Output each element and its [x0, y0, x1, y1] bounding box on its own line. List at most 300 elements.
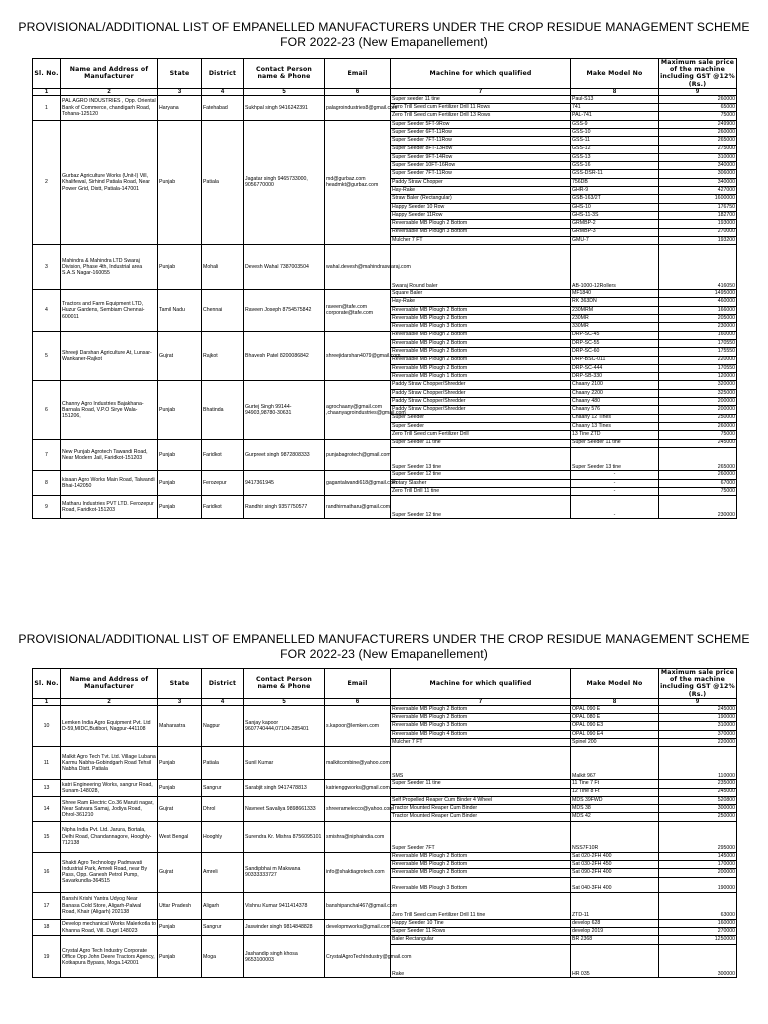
sale-price: 1600000: [659, 195, 737, 203]
contact-person: Bhavesh Patel 8200086842: [244, 331, 325, 381]
manufacturer-email: agrochaany@gmail.com ,chaanyagroindustries@gmail.com: [325, 381, 391, 439]
machine-name: Reversable MB Plough 2 Bottom: [391, 869, 571, 877]
manufacturer-name-address: Shree Ram Electric Co.36 Maruti nagar, Near Satvara Samaj, Jodiya Road, Dhrol-361210: [61, 796, 158, 821]
model-number: DRP-BSC-011: [571, 356, 659, 364]
manufacturer-state: Punjab: [158, 439, 202, 471]
manufacturer-district: Mohali: [202, 245, 244, 290]
document-title-line-2: FOR 2022-23 (New Emapanellement): [280, 647, 488, 661]
serial-number: 4: [33, 290, 61, 331]
model-number: MDS 38: [571, 805, 659, 813]
manufacturer-state: Haryana: [158, 95, 202, 120]
manufacturer-email: md@gurbaz.com headmkt@gurbaz.com: [325, 120, 391, 244]
sale-price: 65000: [659, 104, 737, 112]
manufacturer-district: Bhatinda: [202, 381, 244, 439]
model-number: Super Seeder 11 tine: [571, 439, 659, 447]
model-number: Spinel 200: [571, 739, 659, 747]
table-body-page-2: [33, 705, 737, 978]
model-number: GHS-10: [571, 203, 659, 211]
manufacturer-district: Dhrol: [202, 796, 244, 821]
manufacturer-district: Rajkot: [202, 331, 244, 381]
machine-name: Baler Rectangular: [391, 936, 571, 944]
manufacturer-email: info@shaktiagrotech.com: [325, 852, 391, 892]
model-number: GSS-16: [571, 162, 659, 170]
table-header-row: [33, 59, 737, 89]
machine-name: Reversable MB Plough 2 Bottom: [391, 861, 571, 869]
sale-price: 245000: [659, 705, 737, 713]
serial-number: 1: [33, 95, 61, 120]
machine-name: Reversable MB Plough 4 Bottom: [391, 730, 571, 738]
sale-price: 340000: [659, 162, 737, 170]
table-row: [33, 95, 737, 103]
machine-name: Hay-Rake: [391, 187, 571, 195]
model-number: AB-1000-12Rollers: [571, 245, 659, 290]
sale-price: 260000: [659, 422, 737, 430]
table-row: [33, 919, 737, 927]
sale-price: 145000: [659, 852, 737, 860]
manufacturer-email: katrienggworks@gmail.com: [325, 780, 391, 797]
sale-price: 67000: [659, 479, 737, 487]
manufacturer-state: Punjab: [158, 471, 202, 496]
machine-name: Mulcher 7 FT: [391, 739, 571, 747]
model-number: Chaany 576: [571, 406, 659, 414]
manufacturer-name-address: New Punjab Agrotech Tawandi Road, Near Modern Jail, Faridkot-151203: [61, 439, 158, 471]
manufacturer-name-address: kisaan Agro Works Main Road, Talwandi Bhai-142050: [61, 471, 158, 496]
sale-price: 300000: [659, 944, 737, 978]
column-number: 9: [659, 698, 737, 705]
machine-name: Swaraj Round baler: [391, 245, 571, 290]
manufacturer-district: Fatehabad: [202, 95, 244, 120]
sale-price: 230000: [659, 496, 737, 519]
table-row: [33, 821, 737, 852]
column-number-row: [33, 698, 737, 705]
contact-person: Navneet Savaliya 9898661333: [244, 796, 325, 821]
sale-price: 416050: [659, 245, 737, 290]
column-number: 6: [325, 88, 391, 95]
machine-name: Tractor Mounted Reaper Cum Binder: [391, 805, 571, 813]
manufacturer-email: CrystalAgroTechIndustry@gmail.com: [325, 936, 391, 978]
sale-price: 306000: [659, 170, 737, 178]
machine-name: Super Seeder 12 tine: [391, 496, 571, 519]
model-number: GHR-9: [571, 187, 659, 195]
manufacturer-email: banshipanchal467@gmail.com: [325, 892, 391, 919]
header-machine: Machine for which qualified: [391, 59, 571, 89]
sale-price: 1495000: [659, 290, 737, 298]
sale-price: 250000: [659, 813, 737, 821]
header-email: Email: [325, 59, 391, 89]
model-number: GSB-163/2T: [571, 195, 659, 203]
contact-person: Jaswinder singh 9814848828: [244, 919, 325, 936]
manufacturer-state: Punjab: [158, 780, 202, 797]
manufacturer-name-address: Lemken India Agro Equipment Pvt. Ltd D-59,MIDC,Butibori, Nagpur-441108: [61, 705, 158, 746]
machine-name: Rotary Slasher: [391, 479, 571, 487]
serial-number: 2: [33, 120, 61, 244]
column-number: 6: [325, 698, 391, 705]
model-number: Chaany 12 Tines: [571, 414, 659, 422]
sale-price: 460000: [659, 298, 737, 306]
model-number: Sat 030-2FH 450: [571, 861, 659, 869]
sale-price: 310000: [659, 722, 737, 730]
machine-name: Super Seeder 6FT-11Row: [391, 129, 571, 137]
machine-name: Reversable MB Plough 2 Bottom: [391, 364, 571, 372]
serial-number: 18: [33, 919, 61, 936]
model-number: DRP-SC-444: [571, 364, 659, 372]
model-number: Paul-S13: [571, 95, 659, 103]
table-row: [33, 936, 737, 944]
machine-name: Reversable MB Plough 2 Bottom: [391, 714, 571, 722]
sale-price: 249900: [659, 120, 737, 128]
machine-name: Super Seeder 11 Rows: [391, 928, 571, 936]
column-number: 4: [202, 698, 244, 705]
machine-name: Super Seeder 12 tine: [391, 471, 571, 479]
column-number: 2: [61, 88, 158, 95]
machine-name: Reversable MB Plough 2 Bottom: [391, 348, 571, 356]
manufacturer-name-address: Crystal Agro Tech Industry Corporate Office Opp John Deere Tractors Agency, Kotkapura Bypass, Moga.142001: [61, 936, 158, 978]
column-number: 8: [571, 88, 659, 95]
sale-price: 160000: [659, 331, 737, 339]
serial-number: 14: [33, 796, 61, 821]
table-row: [33, 120, 737, 128]
model-number: 230MR: [571, 315, 659, 323]
machine-name: Super Seeder 7FT: [391, 821, 571, 852]
sale-price: 63000: [659, 892, 737, 919]
model-number: Super Seeder 13 tine: [571, 447, 659, 471]
model-number: OPAL 090 E3: [571, 722, 659, 730]
model-number: OPAL 090 E: [571, 705, 659, 713]
contact-person: Raveen Joseph 8754575842: [244, 290, 325, 331]
machine-name: Reversable MB Plough 2 Bottom: [391, 339, 571, 347]
model-number: GSS-13: [571, 153, 659, 161]
sale-price: 193200: [659, 236, 737, 244]
model-number: DRP-SB-330: [571, 373, 659, 381]
header-district: District: [202, 59, 244, 89]
machine-name: Paddy Straw Chopper/Shredder: [391, 398, 571, 406]
model-number: Chaany 480: [571, 398, 659, 406]
document-title-line-1: PROVISIONAL/ADDITIONAL LIST OF EMPANELLED MANUFACTURERS UNDER THE CROP RESIDUE MANAGEMENT SCHEME: [18, 20, 750, 34]
table-body-page-1: [33, 95, 737, 519]
machine-name: Reversable MB Plough 3 Bottom: [391, 877, 571, 892]
manufacturer-name-address: Malkit Agro Tech Tvt. Ltd. Village Lubana Karmu Nabha-Gobindgarh Road Tehsil Nabha Distt. Patiala: [61, 747, 158, 780]
model-number: ZTD-11: [571, 892, 659, 919]
manufacturer-state: Gujrat: [158, 331, 202, 381]
manufacturer-district: Faridkot: [202, 439, 244, 471]
model-number: 11 Tine 7 Ft: [571, 780, 659, 788]
contact-person: Devesh Wahal 7387003504: [244, 245, 325, 290]
document-page-2: [0, 612, 768, 978]
manufacturer-email: malkitcombine@yahoo.com: [325, 747, 391, 780]
manufacturer-email: wahal.devesh@mahindraswaraj.com: [325, 245, 391, 290]
machine-name: Zero Trill Drill 11 tine: [391, 488, 571, 496]
model-number: develop 2019: [571, 928, 659, 936]
header-machine: Machine for which qualified: [391, 669, 571, 699]
contact-person: Sukhpal singh 9416242391: [244, 95, 325, 120]
sale-price: 170550: [659, 339, 737, 347]
machine-name: Paddy Straw Chopper/Shredder: [391, 381, 571, 389]
contact-person: Sandipbhai m Makwana 90333333727: [244, 852, 325, 892]
machine-name: Zero Trill Seed cum Fertilizer Drill 11 Rows: [391, 104, 571, 112]
machine-name: [391, 788, 571, 796]
manufacturer-state: Punjab: [158, 496, 202, 519]
machine-name: Zero Trill Seed cum Fertilizer Drill: [391, 431, 571, 439]
contact-person: Gurpreet singh 9872808333: [244, 439, 325, 471]
table-row: [33, 852, 737, 860]
column-number: 2: [61, 698, 158, 705]
machine-name: Zero Trill Seed cum Fertilizer Drill 11 tine: [391, 892, 571, 919]
header-price: Maximum sale price of the machine including GST @12%(Rs.): [660, 669, 735, 698]
serial-number: 11: [33, 747, 61, 780]
serial-number: 13: [33, 780, 61, 797]
sale-price: 250000: [659, 414, 737, 422]
model-number: OPAL 080 E: [571, 714, 659, 722]
manufacturer-state: Gujrat: [158, 796, 202, 821]
model-number: NSS7F10R: [571, 821, 659, 852]
sale-price: 220000: [659, 356, 737, 364]
serial-number: 9: [33, 496, 61, 519]
table-row: [33, 796, 737, 804]
manufacturer-district: Nagpur: [202, 705, 244, 746]
sale-price: 230000: [659, 323, 737, 331]
model-number: GRMBP-3: [571, 228, 659, 236]
manufacturer-state: Punjab: [158, 936, 202, 978]
sale-price: 193000: [659, 220, 737, 228]
machine-name: Super Seeder 11 tine: [391, 780, 571, 788]
model-number: OPAL 090 E4: [571, 730, 659, 738]
contact-person: Gurtej Singh 99144-94903,98780-30631: [244, 381, 325, 439]
column-number: 3: [158, 698, 202, 705]
machine-name: Super Seeder 11 tine: [391, 439, 571, 447]
sale-price: 245000: [659, 788, 737, 796]
manufacturer-email: smishra@niphaindia.com: [325, 821, 391, 852]
sale-price: 220000: [659, 739, 737, 747]
model-number: 13 Tine ZTD: [571, 431, 659, 439]
model-number: Malkit 967: [571, 747, 659, 780]
manufacturer-state: West Bengal: [158, 821, 202, 852]
machine-name: Square Baler: [391, 290, 571, 298]
machine-name: Reversable MB Plough 1 Bottom: [391, 373, 571, 381]
machine-name: Zero Trill Seed cum Fertilizer Drill 13 Rows: [391, 112, 571, 120]
manufacturer-district: Patiala: [202, 120, 244, 244]
model-number: 741: [571, 104, 659, 112]
table-row: [33, 381, 737, 389]
sale-price: 170000: [659, 861, 737, 869]
machine-name: Super Seeder 13 tine: [391, 447, 571, 471]
sale-price: 310000: [659, 153, 737, 161]
manufacturer-name-address: Banshi Krishi Yantra Udyog Near Banasa Cold Store, Aligarh-Palwal Road, Khair (Aligarh) 202138: [61, 892, 158, 919]
sale-price: 200000: [659, 406, 737, 414]
manufacturer-email: palagroindustries8@gmail.com: [325, 95, 391, 120]
model-number: DRP-SC-60: [571, 348, 659, 356]
machine-name: Reversable MB Plough 2 Bottom: [391, 331, 571, 339]
machine-name: Reversable MB Plough 2 Bottom: [391, 315, 571, 323]
table-row: [33, 439, 737, 447]
sale-price: 320000: [659, 381, 737, 389]
document-title: [0, 0, 768, 50]
machine-name: Reversable MB Plough 3 Bottom: [391, 722, 571, 730]
machine-name: Tractor Mounted Reaper Cum Binder: [391, 813, 571, 821]
model-number: Sat 020-2FH 400: [571, 852, 659, 860]
manufacturer-email: randhirmatharu@gmail.com: [325, 496, 391, 519]
column-number: 5: [244, 88, 325, 95]
manufacturer-district: Ferozepur: [202, 471, 244, 496]
header-sl-no: Sl. No.: [33, 669, 61, 699]
machine-name: Super Seeder 7FT-11Row: [391, 137, 571, 145]
model-number: DRP-SC-55: [571, 339, 659, 347]
machine-name: Hay-Rake: [391, 298, 571, 306]
column-number: 4: [202, 88, 244, 95]
machine-name: Reversable MB Plough 2 Bottom: [391, 306, 571, 314]
sale-price: 160000: [659, 919, 737, 927]
sale-price: 200000: [659, 398, 737, 406]
serial-number: 17: [33, 892, 61, 919]
sale-price: 260000: [659, 129, 737, 137]
model-number: BR 2368: [571, 936, 659, 944]
manufacturer-name-address: Tractors and Farm Equipment LTD, Huzur Gardens, Sembiam Chennai-600011: [61, 290, 158, 331]
manufacturer-state: Uttar Pradesh: [158, 892, 202, 919]
sale-price: 190000: [659, 877, 737, 892]
table-row: [33, 780, 737, 788]
manufacturer-email: punjabagrotech@gmail.com: [325, 439, 391, 471]
header-price: Maximum sale price of the machine including GST @12%(Rs.): [660, 59, 735, 88]
sale-price: 270000: [659, 928, 737, 936]
machine-name: Super Seeder 10FT-16Row: [391, 162, 571, 170]
sale-price: 75000: [659, 431, 737, 439]
header-name-address: Name and Address of Manufacturer: [61, 669, 158, 699]
model-number: 756DB: [571, 178, 659, 186]
machine-name: Paddy Straw Chopper/Shredder: [391, 389, 571, 397]
contact-person: Jagatar singh 9465733000, 9056770000: [244, 120, 325, 244]
model-number: HR 035: [571, 944, 659, 978]
model-number: GRMBP-2: [571, 220, 659, 228]
serial-number: 5: [33, 331, 61, 381]
manufacturer-district: Patiala: [202, 747, 244, 780]
model-number: Sat 090-2FH 400: [571, 869, 659, 877]
machine-name: Reversable MB Plough 2 Bottom: [391, 220, 571, 228]
table-row: [33, 496, 737, 519]
manufacturer-district: Chennai: [202, 290, 244, 331]
model-number: GSS-11: [571, 137, 659, 145]
manufacturer-state: Gujrat: [158, 852, 202, 892]
model-number: DRP-SC-45: [571, 331, 659, 339]
contact-person: Vishnu Kumar 9411414378: [244, 892, 325, 919]
serial-number: 19: [33, 936, 61, 978]
machine-name: Self Propelled Reaper Cum Binder 4 Wheel: [391, 796, 571, 804]
manufacturer-name-address: PAL AGRO INDUSTRIES , Opp. Oriental Bank of Commerce, chandigarh Road, Tohana-125120: [61, 95, 158, 120]
model-number: develop 628: [571, 919, 659, 927]
contact-person: Sanjay kapoor 9607740444,07104-285401: [244, 705, 325, 746]
manufacturers-table-page-1: [32, 58, 737, 519]
document-title-line-2: FOR 2022-23 (New Emapanellement): [280, 35, 488, 49]
sale-price: 205000: [659, 315, 737, 323]
model-number: MDS 42: [571, 813, 659, 821]
manufacturer-district: Faridkot: [202, 496, 244, 519]
model-number: GSS-12: [571, 145, 659, 153]
header-name-address: Name and Address of Manufacturer: [61, 59, 158, 89]
machine-name: SMS: [391, 747, 571, 780]
column-number: 5: [244, 698, 325, 705]
machine-name: Paddy Straw Chopper: [391, 178, 571, 186]
manufacturer-name-address: Channy Agro Industries Bajakhana-Barnala Road, V.P.O Sirye Wala-151206,: [61, 381, 158, 439]
manufacturer-district: Moga: [202, 936, 244, 978]
machine-name: Super Seeder 7FT-11Row: [391, 170, 571, 178]
sale-price: 182700: [659, 211, 737, 219]
manufacturer-name-address: Nipha India Pvt. Ltd. Jarura, Bortala, Delhi Road, Chandannagore, Hooghly-712138: [61, 821, 158, 852]
machine-name: Mulcher 7 FT: [391, 236, 571, 244]
sale-price: 370000: [659, 730, 737, 738]
manufacturer-name-address: katri Engineering Works, sangrur Road, Sunam-148028,: [61, 780, 158, 797]
machine-name: Super Seeder 9FT-14Row: [391, 153, 571, 161]
model-number: Chaany 13 Tines: [571, 422, 659, 430]
sale-price: 295000: [659, 821, 737, 852]
sale-price: 265000: [659, 137, 737, 145]
table-row: [33, 705, 737, 713]
manufacturer-state: Tamil Nadu: [158, 290, 202, 331]
model-number: GSS-DSR-11: [571, 170, 659, 178]
sale-price: 175550: [659, 348, 737, 356]
machine-name: Happy Seeder 10 Row: [391, 203, 571, 211]
sale-price: 260000: [659, 471, 737, 479]
contact-person: Sarabjit singh 9417478813: [244, 780, 325, 797]
sale-price: 110000: [659, 747, 737, 780]
manufacturer-state: Punjab: [158, 245, 202, 290]
manufacturer-state: Punjab: [158, 381, 202, 439]
column-number: 7: [391, 88, 571, 95]
sale-price: 190000: [659, 714, 737, 722]
contact-person: Jashandip singh khosa 9653100003: [244, 936, 325, 978]
manufacturers-table-page-2: [32, 668, 737, 978]
model-number: MDS 39FWD: [571, 796, 659, 804]
machine-name: Straw Baler (Rectangular): [391, 195, 571, 203]
manufacturer-district: Hooghly: [202, 821, 244, 852]
model-number: PAL-741: [571, 112, 659, 120]
manufacturer-name-address: Mahindra & Mahindra LTD Swaraj Division, Phase 4th, Industrial area S.A.S Nagar-160055: [61, 245, 158, 290]
sale-price: 265000: [659, 447, 737, 471]
document-title: [0, 612, 768, 662]
serial-number: 6: [33, 381, 61, 439]
contact-person: Surendra Kr. Mishra 8756095101: [244, 821, 325, 852]
sale-price: 275000: [659, 145, 737, 153]
machine-name: Super Seeder: [391, 422, 571, 430]
manufacturer-email: s.kapoor@lemken.com: [325, 705, 391, 746]
header-sl-no: Sl. No.: [33, 59, 61, 89]
model-number: GSS-9: [571, 120, 659, 128]
table-row: [33, 331, 737, 339]
serial-number: 7: [33, 439, 61, 471]
sale-price: 120000: [659, 373, 737, 381]
serial-number: 16: [33, 852, 61, 892]
model-number: Sat 040-3FH 400: [571, 877, 659, 892]
model-number: -: [571, 488, 659, 496]
column-number: 1: [33, 88, 61, 95]
contact-person: Randhir singh 9357750577: [244, 496, 325, 519]
table-row: [33, 290, 737, 298]
manufacturer-email: shreeramelecco@yahoo.com: [325, 796, 391, 821]
machine-name: Reversable MB Plough 3 Bottom: [391, 228, 571, 236]
sale-price: 1250000: [659, 936, 737, 944]
manufacturer-name-address: Shakti Agro Technology Padmavati Industrial Park, Amreli Road, near By Pass, Opp. Ganesh Petrol Pump, Savarkundla-364515: [61, 852, 158, 892]
sale-price: 176750: [659, 203, 737, 211]
sale-price: 340000: [659, 178, 737, 186]
manufacturer-state: Maharastra: [158, 705, 202, 746]
serial-number: 10: [33, 705, 61, 746]
sale-price: 245000: [659, 439, 737, 447]
manufacturer-district: Aligarh: [202, 892, 244, 919]
manufacturer-name-address: Matharu Industries PVT LTD. Ferozepur Road, Faridkot-151203: [61, 496, 158, 519]
manufacturer-state: Punjab: [158, 120, 202, 244]
manufacturer-email: developmworks@gmail.com: [325, 919, 391, 936]
contact-person: 9417361945: [244, 471, 325, 496]
manufacturer-district: Amreli: [202, 852, 244, 892]
sale-price: 427000: [659, 187, 737, 195]
manufacturer-state: Punjab: [158, 919, 202, 936]
